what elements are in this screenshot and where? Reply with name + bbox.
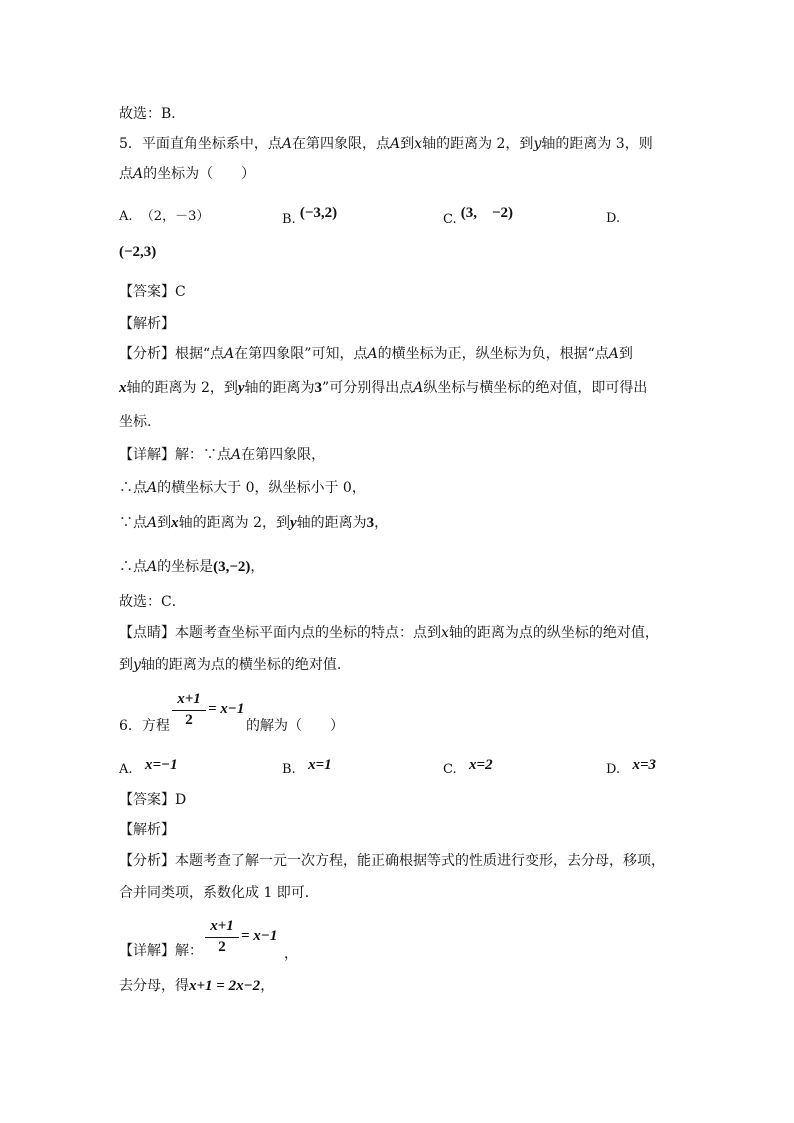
text-run: 解：∵点 [175,447,231,463]
text-run: 轴的距离为点的纵坐标的绝对值， [448,625,659,641]
var-A: A [133,166,144,182]
fraction-bar [205,937,239,938]
fraction-denominator: 2 [185,712,193,728]
var-A: A [390,136,401,152]
q5-stem-line1 [119,134,653,154]
text-run: 的解为（ ） [246,718,344,734]
q6-step-line [119,976,274,996]
option-label: A. [119,209,133,224]
q6-stem-a [119,716,170,736]
option-math: x=1 [308,757,332,773]
q5-answer [119,282,186,302]
q5-fenxi-line1 [119,344,633,364]
text-run: 到 [618,346,633,362]
text-run: ∵点 [119,515,147,531]
math-number: 3 [314,380,323,396]
var-y: y [533,136,542,152]
section-tag: 【点睛】 [119,625,175,641]
math-number: 3 [366,515,375,531]
q5-stem-line2 [119,164,255,184]
q6-option-b [282,755,332,776]
section-tag: 【详解】 [119,943,175,959]
text-run: ， [250,559,265,575]
option-text: （2，－3） [140,209,210,224]
option-label: C. [443,212,457,227]
var-A: A [413,380,424,396]
text-run: 的横坐标大于 0，纵坐标小于 0， [157,480,366,496]
q5-detail-line1 [119,445,325,465]
text-run: 根据“点 [175,346,225,362]
var-A: A [281,136,293,152]
math-equation: x+1 = 2x−2 [189,978,261,994]
var-A: A [367,346,378,362]
option-label: D. [606,211,621,226]
text-run: 到 [400,136,415,152]
q5-dianjing-line2 [119,655,341,675]
var-x: x [171,515,179,531]
var-A: A [147,559,158,575]
section-tag: 【详解】 [119,447,175,463]
text-run: ∴点 [119,559,147,575]
q5-analysis-heading [119,314,175,334]
fraction-numerator: x+1 [177,691,201,707]
fraction-numerator: x+1 [210,918,234,934]
q5-detail-line2 [119,478,366,498]
var-A: A [224,346,235,362]
text-run: 的横坐标为正，纵坐标为负，根据“点 [377,346,609,362]
section-tag: 【分析】 [119,853,175,869]
option-label: B. [282,212,296,227]
answer-text: 【答案】C [119,284,186,300]
q6-answer [119,790,186,810]
q5-option-c [443,203,514,227]
var-y: y [133,657,141,673]
option-math: x=−1 [144,757,178,773]
q6-stem-b [246,716,344,736]
text-run: 本题考查坐标平面内点的坐标的特点：点到 [175,625,441,641]
text-run: 在第四象限，点 [292,136,391,152]
text-run: 轴的距离为 3，则 [541,136,653,152]
option-label: A. [119,762,133,777]
option-label: B. [282,762,296,777]
var-A: A [147,480,158,496]
q6-fenxi-line2 [119,883,319,903]
q5-option-d-math [119,242,156,263]
var-y: y [289,515,297,531]
text-run: ∴点 [119,480,147,496]
math-coordinate: (3,−2) [213,559,251,575]
q6-detail-line1-end [284,944,298,964]
text-run: 到 [157,515,172,531]
text-run: 解： [175,943,203,959]
text-run: 的坐标是 [157,559,214,575]
q5-dianjing-line1 [119,623,659,643]
q6-analysis-heading [119,820,175,840]
text-run: 纵坐标与横坐标的绝对值，即可得出 [423,380,648,396]
heading-text: 【解析】 [119,822,175,838]
option-label: D. [606,762,621,777]
text-run: 6．方程 [119,718,170,734]
equation-rhs: = x−1 [208,701,245,717]
q5-detail-line3 [119,513,388,533]
text-run: 本题考查了解一元一次方程，能正确根据等式的性质进行变形，去分母，移项， [175,853,665,869]
text-run: 合并同类项，系数化成 1 即可． [119,885,319,901]
option-math: x=3 [632,757,657,773]
q6-equation-fraction [172,691,252,733]
option-label: C. [443,762,457,777]
text-run: 在第四象限， [241,447,326,463]
var-x: x [414,136,423,152]
var-x: x [441,625,449,641]
var-x: x [119,380,127,396]
q6-detail-fraction [205,918,285,960]
option-math: (−3,2) [299,205,338,221]
text-run: 轴的距离为 2，到 [126,380,238,396]
text-run: 点 [119,166,133,182]
text-run: ， [260,978,275,994]
q6-detail-line1 [119,941,203,961]
text-run: 轴的距离为 [244,380,315,396]
heading-text: 【解析】 [119,316,175,332]
text-run: 5．平面直角坐标系中，点 [119,136,282,152]
q6-fenxi-line1 [119,851,665,871]
text-run: ”可分别得出点 [322,380,414,396]
text-run: 轴的距离为 [296,515,367,531]
text-run: 坐标. [119,414,152,430]
q4-conclusion-text: 故选：B． [119,106,186,122]
var-A: A [147,515,158,531]
q5-detail-line4 [119,557,264,577]
var-A: A [608,346,619,362]
q5-option-d-label [606,209,620,229]
text-run: ， [374,515,389,531]
text-run: 轴的距离为 2，到 [422,136,534,152]
text-run: 的坐标为（ ） [143,166,256,182]
q5-fenxi-line3 [119,412,151,432]
option-math: (3, −2) [460,205,514,221]
fraction-denominator: 2 [218,939,226,955]
text-run: 在第四象限”可知，点 [234,346,368,362]
q4-conclusion [119,104,185,124]
var-y: y [237,380,245,396]
section-tag: 【分析】 [119,346,175,362]
q6-option-c [443,755,493,776]
q5-fenxi-line2 [119,378,647,398]
text-run: 故选：C． [119,594,186,610]
q5-option-a [119,207,209,227]
var-A: A [231,447,242,463]
text-run: 到 [119,657,133,673]
q6-option-a [119,755,178,776]
text-run: 轴的距离为 2，到 [178,515,290,531]
text-run: 去分母，得 [119,978,189,994]
q5-conclusion [119,592,186,612]
text-run: ， [284,946,298,962]
option-math: (−2,3) [119,244,157,260]
q6-option-d [606,755,656,776]
option-math: x=2 [469,757,493,773]
text-run: 轴的距离为点的横坐标的绝对值. [140,657,342,673]
q5-option-b [282,203,338,227]
answer-text: 【答案】D [119,792,187,808]
equation-rhs: = x−1 [241,928,278,944]
fraction-bar [172,710,206,711]
